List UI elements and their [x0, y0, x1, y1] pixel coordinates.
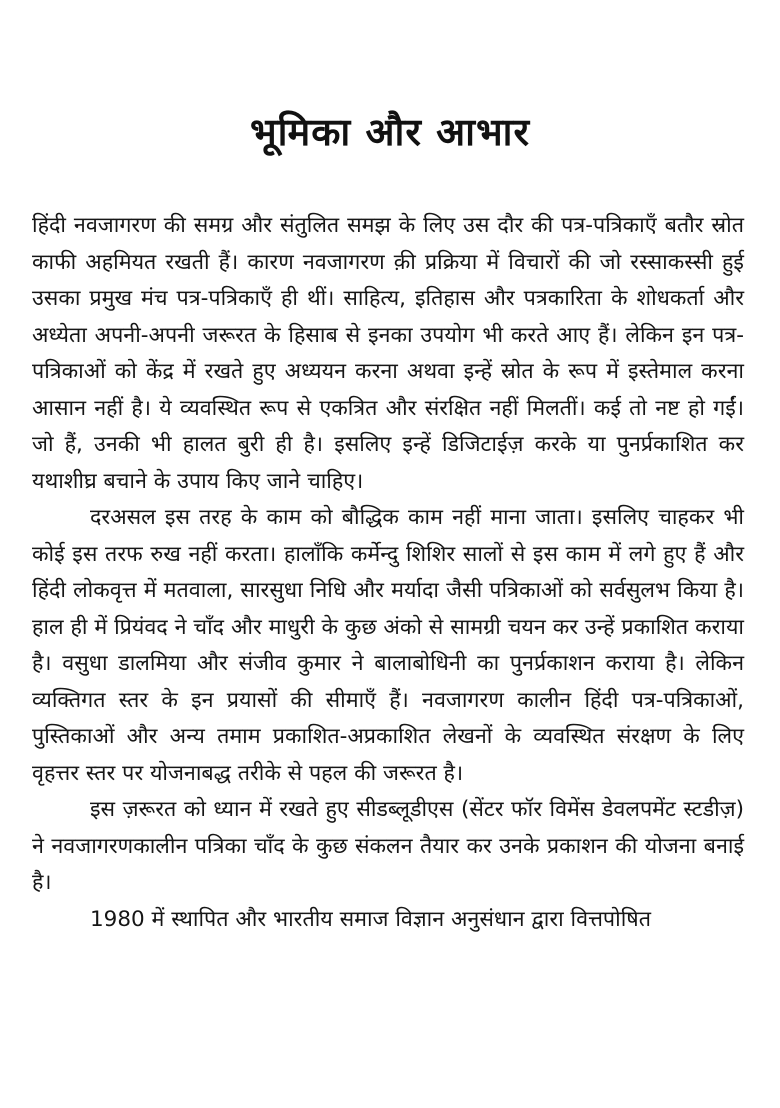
paragraph-1: हिंदी नवजागरण की समग्र और संतुलित समझ के लिए उस दौर की पत्र-पत्रिकाएँ बतौर स्रोत काफी अहमियत रखती हैं। कारण नवजागरण क़ी प्रक्रिया में विचारों की जो रस्साकस्सी हुई उसका प्रमुख मंच पत्र-पत्रिकाएँ ही थीं। साहित्य, इतिहास और पत्रकारिता के शोधकर्ता और अध्येता अपनी-अपनी जरूरत के हिसाब से इनका उपयोग भी करते आए हैं। लेकिन इन पत्र-पत्रिकाओं को केंद्र में रखते हुए अध्ययन करना अथवा इन्हें स्रोत के रूप में इस्तेमाल करना आसान नहीं है। ये व्यवस्थित रूप से एकत्रित और संरक्षित नहीं मिलतीं। कई तो नष्ट हो गईं। जो हैं, उनकी भी हालत बुरी ही है। इसलिए इन्हें डिजिटाईज़ करके या पुनर्प्रकाशित कर यथाशीघ्र बचाने के उपाय किए जाने चाहिए। [32, 213, 744, 494]
body-text [32, 208, 744, 938]
page-title: भूमिका और आभार [249, 110, 531, 155]
paragraph-2: दरअसल इस तरह के काम को बौद्धिक काम नहीं माना जाता। इसलिए चाहकर भी कोई इस तरफ रुख नहीं करता। हालाँकि कर्मेन्दु शिशिर सालों से इस काम में लगे हुए हैं और हिंदी लोकवृत्त में मतवाला, सारसुधा निधि और मर्यादा जैसी पत्रिकाओं को सर्वसुलभ किया है। हाल ही में प्रियंवद ने चाँद और माधुरी के कुछ अंको से सामग्री चयन कर उन्हें प्रकाशित कराया है। वसुधा डालमिया और संजीव कुमार ने बालाबोधिनी का पुनर्प्रकाशन कराया है। लेकिन व्यक्तिगत स्तर के इन प्रयासों की सीमाएँ हैं। नवजागरण कालीन हिंदी पत्र-पत्रिकाओं, पुस्तिकाओं और अन्य तमाम प्रकाशित-अप्रकाशित लेखनों के व्यवस्थित संरक्षण के लिए वृहत्तर स्तर पर योजनाबद्ध तरीके से पहल की जरूरत है। [32, 505, 744, 786]
paragraph-4: 1980 में स्थापित और भारतीय समाज विज्ञान अनुसंधान द्वारा वित्तपोषित [90, 906, 651, 932]
paragraph-3: इस ज़रूरत को ध्यान में रखते हुए सीडब्लूडीएस (सेंटर फॉर विमेंस डेवलपमेंट स्टडीज़) ने नवजागरणकालीन पत्रिका चाँद के कुछ संकलन तैयार कर उनके प्रकाशन की योजना बनाई है। [32, 797, 744, 895]
